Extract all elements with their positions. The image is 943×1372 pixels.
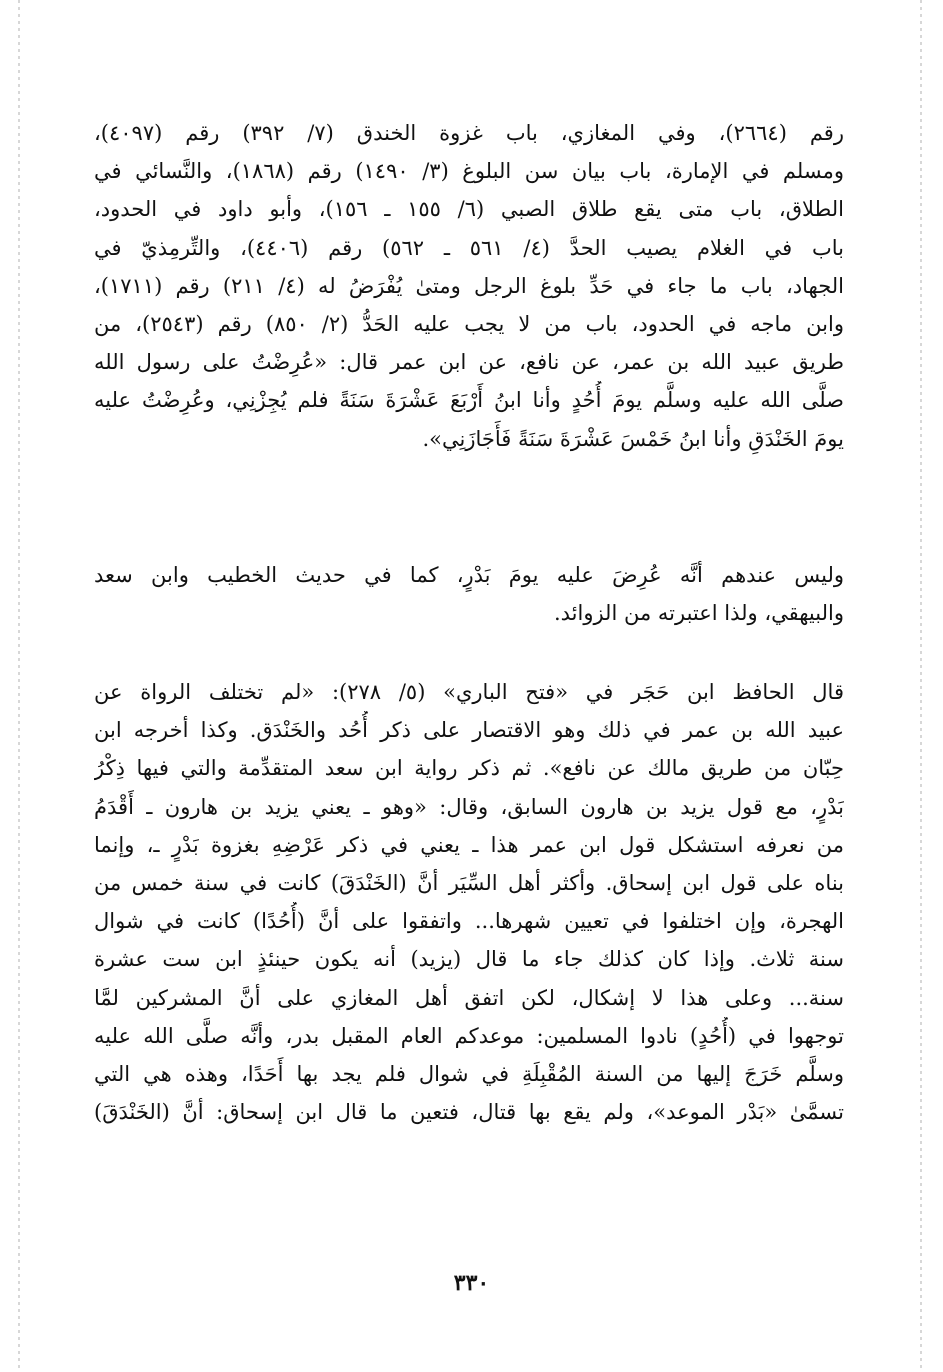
paragraph-ibn-hajar-quote bbox=[94, 673, 844, 1131]
text-line: والبيهقي، ولذا اعتبرته من الزوائد. bbox=[553, 601, 844, 626]
text-line: يومَ الخَنْدَقِ وأنا ابنُ خَمْسَ عَشْرَةَ سَنَةً فَأَجَازَنِي». bbox=[422, 426, 844, 451]
text-line: من نعرفه استشكل قول ابن عمر هذا ـ يعني في ذكر عَرْضِهِ بغزوة بَدْرٍ ـ، وإنما bbox=[94, 832, 844, 857]
text-line: توجهوا في (أُحُدٍ) نادوا المسلمين: موعدكم العام المقبل بدر، وأنَّه صلَّى الله عليه bbox=[94, 1023, 844, 1048]
text-line: باب في الغلام يصيب الحدَّ (٤/ ٥٦١ ـ ٥٦٢) رقم (٤٤٠٦)، والتِّرمِذيّ في bbox=[94, 235, 844, 260]
scan-edge-right bbox=[920, 0, 922, 1372]
text-line: الهجرة، وإن اختلفوا في تعيين شهرها... واتفقوا على أنَّ (أُحُدًا) كانت في شوال bbox=[94, 909, 844, 934]
text-line: رقم (٢٦٦٤)، وفي المغازي، باب غزوة الخندق (٧/ ٣٩٢) رقم (٤٠٩٧)، bbox=[94, 121, 844, 145]
text-line: سنة ثلاث. وإذا كان كذلك جاء ما قال (يزيد) أنه يكون حينئذٍ ابن ست عشرة bbox=[94, 947, 844, 972]
text-line: ومسلم في الإمارة، باب بيان سن البلوغ (٣/ ١٤٩٠) رقم (١٨٦٨)، والنَّسائي في bbox=[94, 159, 844, 184]
text-line: بَدْرٍ، مع قول يزيد بن هارون السابق، وقال: «وهو ـ يعني يزيد بن هارون ـ أَقْدَمُ bbox=[94, 794, 844, 819]
text-line: حِبّان من طريق مالك عن نافع». ثم ذكر رواية ابن سعد المتقدِّمة والتي فيها ذِكْرُ bbox=[94, 756, 844, 781]
page-number: ٣٣٠ bbox=[453, 1270, 490, 1296]
text-line: وابن ماجه في الحدود، باب من لا يجب عليه الحَدُّ (٢/ ٨٥٠) رقم (٢٥٤٣)، من bbox=[94, 311, 844, 336]
text-line: عبيد الله بن عمر في ذلك وهو الاقتصار على ذكر أُحُد والخَنْدَق. وكذا أخرجه ابن bbox=[94, 718, 844, 743]
text-line: سنة... وعلى هذا لا إشكال، لكن اتفق أهل المغازي على أنَّ المشركين لمَّا bbox=[94, 985, 844, 1010]
text-line: وليس عندهم أنَّه عُرِضَ عليه يومَ بَدْرٍ، كما في حديث الخطيب وابن سعد bbox=[94, 563, 844, 587]
paragraph-zawaid-note bbox=[94, 556, 844, 632]
text-line: بناه على قول ابن إسحاق. وأكثر أهل السِّيَر أنَّ (الخَنْدَقَ) كانت في سنة خمس من bbox=[94, 870, 844, 895]
text-line: وسلَّم خَرَجَ إليها من السنة المُقْبِلَةِ في شوال فلم يجد بها أَحَدًا، وهذه هي التي bbox=[94, 1061, 844, 1086]
paragraph-references bbox=[94, 114, 844, 458]
text-line: صلَّى الله عليه وسلَّم يومَ أُحُدٍ وأنا ابنُ أَرْبَعَ عَشْرَةَ سَنَةً فلم يُجِزْنِي، وعُرِضْتُ عليه bbox=[94, 388, 844, 413]
text-line: قال الحافظ ابن حَجَر في «فتح الباري» (٥/ ٢٧٨): «لم تختلف الرواة عن bbox=[94, 680, 844, 704]
text-line: الجهاد، باب ما جاء في حَدِّ بلوغ الرجل ومتىٰ يُفْرَضُ له (٤/ ٢١١) رقم (١٧١١)، bbox=[94, 273, 844, 298]
text-line: الطلاق، باب متى يقع طلاق الصبي (٦/ ١٥٥ ـ ١٥٦)، وأبو داود في الحدود، bbox=[94, 197, 844, 222]
text-line: تسمَّىٰ «بَدْر الموعد»، ولم يقع بها قتال، فتعين ما قال ابن إسحاق: أنَّ (الخَنْدَقَ) bbox=[94, 1100, 844, 1125]
text-line: طريق عبيد الله بن عمر، عن نافع، عن ابن عمر قال: «عُرِضْتُ على رسول الله bbox=[94, 350, 844, 375]
scan-edge-left bbox=[18, 0, 20, 1372]
